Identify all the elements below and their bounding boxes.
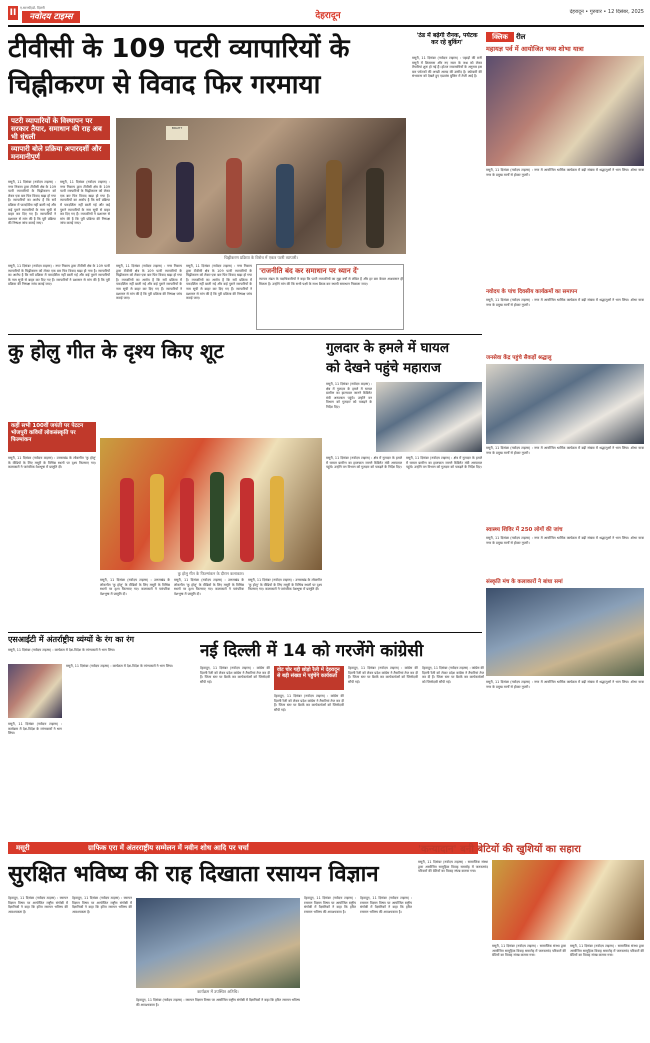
bottom-right-body-3: मसूरी, 11 दिसंबर (नवोदय टाइम्स) : सामाजिक संस्था द्वारा आयोजित सामूहिक विवाह समारोह में जरूरतमंद परिवारों की बेटियों का विवाह संपन्न कराया गया। [570,944,644,958]
story-2-headline: कु होलु गीत के दृश्य किए शूट [8,339,224,363]
lead-body-col-4: मसूरी, 11 दिसंबर (नवोदय टाइम्स) : नगर निकाय द्वारा टीवीसी क्षेत्र के 109 पटरी व्यापारियों के चिह्नीकरण को लेकर एक बार फिर विवाद खड़ा हो गया है। व्यापारियों का आरोप है कि सर्वे प्रक्रिया में पारदर्शिता नहीं बरती गई और कई पुराने व्यापारियों के नाम सूची से बाहर कर दिए गए हैं। व्यापारियों ने प्रशासन से मांग की है कि पूरी प्रक्रिया की निष्पक्ष जांच कराई जाए। [186,264,252,301]
lead-photo-caption: चिह्नीकरण प्रक्रिया के विरोध में एकत्र पटरी व्यापारी। [224,255,298,260]
quote-box-body: व्यापार मंडल के पदाधिकारियों ने कहा कि पटरी व्यापारियों का मुद्दा वर्षों से लंबित है और हर बार केवल आश्वासन ही मिलता है। उन्होंने मांग की कि सभी पक्षों के साथ बैठक कर स्थायी समाधान निकाला जाए। [259,277,403,286]
sidebar-photo-1 [486,56,644,166]
masthead-small-id: ए.सारथी/डॉ. दिल्ली [20,6,45,10]
lead-photo: BRAHT [116,118,406,254]
bottom-right-headline: 'कन्यादान' बनी बेटियों की खुशियों का सहारा [418,844,581,855]
story-2-body-3: मसूरी, 11 दिसंबर (नवोदय टाइम्स) : उत्तराखंड के लोकगीत 'कु होलु' के वीडियो के लिए मसूरी के विभिन्न स्थलों पर दृश्य फिल्माए गए। कलाकारों ने पारंपरिक वेशभूषा में प्रस्तुति दी। [174,578,244,596]
story-3-photo [376,382,482,452]
lead-body-col-2: मसूरी, 11 दिसंबर (नवोदय टाइम्स) : नगर निकाय द्वारा टीवीसी क्षेत्र के 109 पटरी व्यापारियों के चिह्नीकरण को लेकर एक बार फिर विवाद खड़ा हो गया है। व्यापारियों का आरोप है कि सर्वे प्रक्रिया में पारदर्शिता नहीं बरती गई और कई पुराने व्यापारियों के नाम सूची से बाहर कर दिए गए हैं। व्यापारियों ने प्रशासन से मांग की है कि पूरी प्रक्रिया की निष्पक्ष जांच कराई जाए। [60,180,110,226]
dateline: देहरादून • गुरुवार • 12 दिसंबर, 2025 [569,9,644,15]
story-5-headline: नई दिल्ली में 14 को गरजेंगे कांग्रेसी [200,641,424,661]
bottom-right-story [418,842,644,1038]
bottom-right-body-1: मसूरी, 11 दिसंबर (नवोदय टाइम्स) : सामाजिक संस्था द्वारा आयोजित सामूहिक विवाह समारोह में जरूरतमंद परिवारों की बेटियों का विवाह संपन्न कराया गया। [418,860,488,874]
sidebar-body-4: मसूरी, 11 दिसंबर (नवोदय टाइम्स) : नगर में आयोजित धार्मिक कार्यक्रम में बड़ी संख्या में श्रद्धालुओं ने भाग लिया। शोभा यात्रा नगर के प्रमुख मार्गों से होकर गुजरी। [486,536,644,545]
story-2-kicker: कहीं सभी 100वीं जयंती पर पेटटन भोजपुरी कवियों लोकसंस्कृति पर फिल्मांकन [8,422,96,452]
story-4-body-3: मसूरी, 11 दिसंबर (नवोदय टाइम्स) : कार्यक्रम में देश-विदेश के व्यंग्यकारों ने भाग लिया। [8,722,62,736]
bottom-lead-photo [136,898,300,988]
lead-bullet-2: व्यापारी बोले प्रक्रिया अपारदर्शी और मनमानीपूर्ण [8,144,110,160]
paper-name-logo: नवोदय टाइम्स [22,11,80,23]
sidebar-caption-2: जनसेवा केंद्र पहुंचे सैकड़ों श्रद्धालु [486,355,552,361]
story-2-photo [100,438,322,570]
lead-headline-line-1: टीवीसी के 109 पटरी व्यापारियों के [8,34,350,64]
story-3-body-1: मसूरी, 11 दिसंबर (नवोदय टाइम्स) : क्षेत्र में गुलदार के हमले में घायल ग्रामीण का हालचाल जानने कैबिनेट मंत्री अस्पताल पहुंचे। उन्होंने वन विभाग को गुलदार को पकड़ने के निर्देश दिए। [326,382,372,409]
lead-body-col-1: मसूरी, 11 दिसंबर (नवोदय टाइम्स) : नगर निकाय द्वारा टीवीसी क्षेत्र के 109 पटरी व्यापारियों के चिह्नीकरण को लेकर एक बार फिर विवाद खड़ा हो गया है। व्यापारियों का आरोप है कि सर्वे प्रक्रिया में पारदर्शिता नहीं बरती गई और कई पुराने व्यापारियों के नाम सूची से बाहर कर दिए गए हैं। व्यापारियों ने प्रशासन से मांग की है कि पूरी प्रक्रिया की निष्पक्ष जांच कराई जाए। [8,180,56,226]
story-5-body-1: देहरादून, 11 दिसंबर (नवोदय टाइम्स) : कांग्रेस की दिल्ली रैली को लेकर प्रदेश कांग्रेस ने तैयारियां तेज कर दी हैं। जिला स्तर पर बैठकें कर कार्यकर्ताओं को जिम्मेदारी सौंपी गई। [200,666,270,684]
bottom-lead-body-2: देहरादून, 11 दिसंबर (नवोदय टाइम्स) : रसायन विज्ञान विषय पर आयोजित राष्ट्रीय संगोष्ठी में वैज्ञानिकों ने कहा कि हरित रसायन भविष्य की आवश्यकता है। [72,896,132,914]
sidebar-photo-2 [486,364,644,444]
sidebar-headline: महायज्ञ पर्व में आयोजित भव्य शोभा यात्रा [486,45,584,53]
story-5-kicker: वोट चोर गद्दी छोड़ो रैली में देहरादून से बड़ी संख्या में पहुंचेंगे कार्यकर्ता [274,666,344,690]
story-2-caption: कु होलु गीत के फिल्मांकन के दौरान कलाकार। [177,571,245,576]
bottom-lead-body-3: देहरादून, 11 दिसंबर (नवोदय टाइम्स) : रसायन विज्ञान विषय पर आयोजित राष्ट्रीय संगोष्ठी में वैज्ञानिकों ने कहा कि हरित रसायन भविष्य की आवश्यकता है। [136,998,300,1007]
story-ku-holu [8,338,322,628]
bottom-lead-body-1: देहरादून, 11 दिसंबर (नवोदय टाइम्स) : रसायन विज्ञान विषय पर आयोजित राष्ट्रीय संगोष्ठी में वैज्ञानिकों ने कहा कि हरित रसायन भविष्य की आवश्यकता है। [8,896,68,914]
sidebar-caption-3: स्वास्थ्य शिविर में 250 लोगों की जांच [486,527,563,533]
tall-story [412,32,482,332]
story-5-body-3: देहरादून, 11 दिसंबर (नवोदय टाइम्स) : कांग्रेस की दिल्ली रैली को लेकर प्रदेश कांग्रेस ने तैयारियां तेज कर दी हैं। जिला स्तर पर बैठकें कर कार्यकर्ताओं को जिम्मेदारी सौंपी गई। [348,666,418,684]
story-sit [8,634,198,834]
section-name: देहरादून [315,11,341,21]
story-4-headline: एसआईटी में अंतर्राष्ट्रीय व्यंग्यों के रंग का रंग [8,635,134,644]
strip-label: मसूरी [16,844,30,852]
story-5-body-4: देहरादून, 11 दिसंबर (नवोदय टाइम्स) : कांग्रेस की दिल्ली रैली को लेकर प्रदेश कांग्रेस ने तैयारियां तेज कर दी हैं। जिला स्तर पर बैठकें कर कार्यकर्ताओं को जिम्मेदारी सौंपी गई। [422,666,484,684]
lead-body-col-5: मसूरी, 11 दिसंबर (नवोदय टाइम्स) : नगर निकाय द्वारा टीवीसी क्षेत्र के 109 पटरी व्यापारियों के चिह्नीकरण को लेकर एक बार फिर विवाद खड़ा हो गया है। व्यापारियों का आरोप है कि सर्वे प्रक्रिया में पारदर्शिता नहीं बरती गई और कई पुराने व्यापारियों के नाम सूची से बाहर कर दिए गए हैं। व्यापारियों ने प्रशासन से मांग की है कि पूरी प्रक्रिया की निष्पक्ष जांच कराई जाए। [8,264,110,287]
sidebar-body-2: मसूरी, 11 दिसंबर (नवोदय टाइम्स) : नगर में आयोजित धार्मिक कार्यक्रम में बड़ी संख्या में श्रद्धालुओं ने भाग लिया। शोभा यात्रा नगर के प्रमुख मार्गों से होकर गुजरी। [486,298,644,307]
masthead [8,6,644,30]
bottom-right-photo [492,860,644,940]
sidebar-caption-1: नवोदय के पांच दिवसीय कार्यक्रमों का समापन [486,289,578,295]
story-4-photo [8,664,62,718]
tall-story-headline: 'ठंड में बढ़ेगी रौनक, पर्यटक कर रहे बुकिंग' [416,32,478,46]
sidebar-caption-4: संस्कृति मंच के कलाकारों ने बांधा समां [486,579,563,585]
bottom-right-body-2: मसूरी, 11 दिसंबर (नवोदय टाइम्स) : सामाजिक संस्था द्वारा आयोजित सामूहिक विवाह समारोह में जरूरतमंद परिवारों की बेटियों का विवाह संपन्न कराया गया। [492,944,566,958]
sidebar-body-3: मसूरी, 11 दिसंबर (नवोदय टाइम्स) : नगर में आयोजित धार्मिक कार्यक्रम में बड़ी संख्या में श्रद्धालुओं ने भाग लिया। शोभा यात्रा नगर के प्रमुख मार्गों से होकर गुजरी। [486,446,644,455]
strip-headline: ग्राफिक एरा में अंतरराष्ट्रीय सम्मेलन में नवीन शोध आदि पर चर्चा [88,844,249,852]
bottom-lead-headline: सुरक्षित भविष्य की राह दिखाता रसायन विज्ञान [8,862,379,887]
story-3-body-3: मसूरी, 11 दिसंबर (नवोदय टाइम्स) : क्षेत्र में गुलदार के हमले में घायल ग्रामीण का हालचाल जानने कैबिनेट मंत्री अस्पताल पहुंचे। उन्होंने वन विभाग को गुलदार को पकड़ने के निर्देश दिए। [406,456,482,470]
bottom-lead-body-5: देहरादून, 11 दिसंबर (नवोदय टाइम्स) : रसायन विज्ञान विषय पर आयोजित राष्ट्रीय संगोष्ठी में वैज्ञानिकों ने कहा कि हरित रसायन भविष्य की आवश्यकता है। [360,896,412,914]
lead-story [8,30,408,262]
page-number: II [9,8,17,18]
lead-body-col-3: मसूरी, 11 दिसंबर (नवोदय टाइम्स) : नगर निकाय द्वारा टीवीसी क्षेत्र के 109 पटरी व्यापारियों के चिह्नीकरण को लेकर एक बार फिर विवाद खड़ा हो गया है। व्यापारियों का आरोप है कि सर्वे प्रक्रिया में पारदर्शिता नहीं बरती गई और कई पुराने व्यापारियों के नाम सूची से बाहर कर दिए गए हैं। व्यापारियों ने प्रशासन से मांग की है कि पूरी प्रक्रिया की निष्पक्ष जांच कराई जाए। [116,264,182,301]
story-4-body-2: मसूरी, 11 दिसंबर (नवोदय टाइम्स) : कार्यक्रम में देश-विदेश के व्यंग्यकारों ने भाग लिया। [66,664,174,668]
news-strip [8,842,478,854]
sidebar-kicker: क्लिक [486,32,514,42]
story-3-headline-2: को देखने पहुंचे महाराज [326,360,441,376]
quote-box [256,264,404,330]
story-4-body-1: मसूरी, 11 दिसंबर (नवोदय टाइम्स) : कार्यक्रम में देश-विदेश के व्यंग्यकारों ने भाग लिया। [8,648,116,652]
story-congress [200,640,640,838]
lead-headline-line-2: चिह्नीकरण से विवाद फिर गरमाया [8,70,321,100]
bottom-lead-caption: कार्यक्रम में उपस्थित अतिथि। [197,989,239,994]
story-3-body-2: मसूरी, 11 दिसंबर (नवोदय टाइम्स) : क्षेत्र में गुलदार के हमले में घायल ग्रामीण का हालचाल जानने कैबिनेट मंत्री अस्पताल पहुंचे। उन्होंने वन विभाग को गुलदार को पकड़ने के निर्देश दिए। [326,456,402,470]
tall-story-body: मसूरी, 11 दिसंबर (नवोदय टाइम्स) : पहाड़ों की रानी मसूरी में क्रिसमस और नए साल के जश्न को लेकर तैयारियां शुरू हो गई हैं। होटल व्यवसायियों के अनुसार इस बार पर्यटकों की अच्छी आमद की उम्मीद है। बर्फबारी की संभावना को देखते हुए एडवांस बुकिंग में तेजी आई है। [412,56,482,79]
sidebar-kicker-2: रील [516,33,526,41]
sidebar-body-1: मसूरी, 11 दिसंबर (नवोदय टाइम्स) : नगर में आयोजित धार्मिक कार्यक्रम में बड़ी संख्या में श्रद्धालुओं ने भाग लिया। शोभा यात्रा नगर के प्रमुख मार्गों से होकर गुजरी। [486,168,644,177]
lead-bullet-1: पटरी व्यापारियों के विस्थापन पर सरकार तैयार, समाधान की राह अब भी धुंधली [8,116,110,140]
story-3-headline-1: गुलदार के हमले में घायल [326,340,450,356]
story-2-body-2: मसूरी, 11 दिसंबर (नवोदय टाइम्स) : उत्तराखंड के लोकगीत 'कु होलु' के वीडियो के लिए मसूरी के विभिन्न स्थलों पर दृश्य फिल्माए गए। कलाकारों ने पारंपरिक वेशभूषा में प्रस्तुति दी। [100,578,170,596]
story-5-body-2: देहरादून, 11 दिसंबर (नवोदय टाइम्स) : कांग्रेस की दिल्ली रैली को लेकर प्रदेश कांग्रेस ने तैयारियां तेज कर दी हैं। जिला स्तर पर बैठकें कर कार्यकर्ताओं को जिम्मेदारी सौंपी गई। [274,694,344,712]
story-2-body-1: मसूरी, 11 दिसंबर (नवोदय टाइम्स) : उत्तराखंड के लोकगीत 'कु होलु' के वीडियो के लिए मसूरी के विभिन्न स्थलों पर दृश्य फिल्माए गए। कलाकारों ने पारंपरिक वेशभूषा में प्रस्तुति दी। [8,456,96,470]
bottom-lead-body-4: देहरादून, 11 दिसंबर (नवोदय टाइम्स) : रसायन विज्ञान विषय पर आयोजित राष्ट्रीय संगोष्ठी में वैज्ञानिकों ने कहा कि हरित रसायन भविष्य की आवश्यकता है। [304,896,356,914]
bottom-lead [8,858,412,1038]
sidebar-body-5: मसूरी, 11 दिसंबर (नवोदय टाइम्स) : नगर में आयोजित धार्मिक कार्यक्रम में बड़ी संख्या में श्रद्धालुओं ने भाग लिया। शोभा यात्रा नगर के प्रमुख मार्गों से होकर गुजरी। [486,680,644,689]
story-guldar [326,338,482,628]
story-2-body-4: मसूरी, 11 दिसंबर (नवोदय टाइम्स) : उत्तराखंड के लोकगीत 'कु होलु' के वीडियो के लिए मसूरी के विभिन्न स्थलों पर दृश्य फिल्माए गए। कलाकारों ने पारंपरिक वेशभूषा में प्रस्तुति दी। [248,578,322,592]
quote-box-headline: 'राजनीति बंद कर समाधान पर ध्यान दें' [259,267,359,275]
